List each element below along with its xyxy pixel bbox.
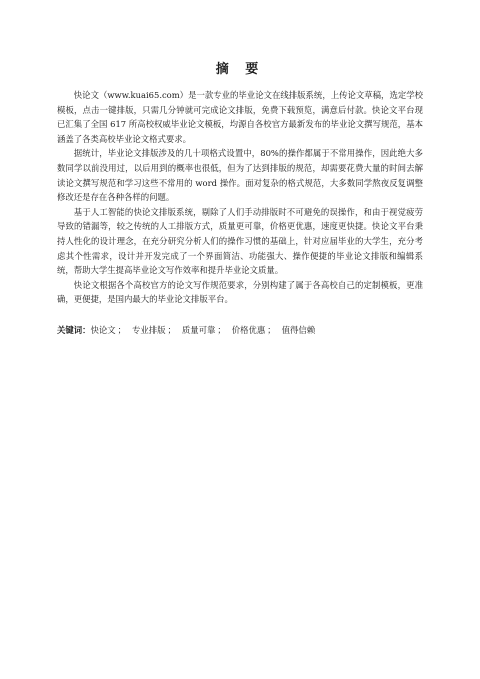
- keyword: 价格优惠: [231, 324, 266, 335]
- abstract-paragraph-1: 快论文（www.kuai65.com）是一款专业的毕业论文在线排版系统，上传论文草稿，选定学校模板，点击一键排版，只需几分钟就可完成论文排版，免费下载预览，满意后付款。快论文平台现已汇集了全国 617 所高校权威毕业论文模板，均源自各校官方最新发布的毕业论文撰写规范，基本涵盖了各类高校毕业论文格式要求。: [57, 90, 423, 144]
- abstract-paragraph-2: 据统计，毕业论文排版涉及的几十项格式设置中，80%的操作都属于不常用操作，因此绝大多数同学以前没用过，以后用到的概率也很低，但为了达到排版的规范，却需要花费大量的时间去解读论文撰写规范和学习这些不常用的 word 操作。面对复杂的格式规范，大多数同学熬夜反复调整修改还是存在各种各样的问题。: [57, 148, 423, 203]
- keywords-line: [57, 323, 423, 337]
- keyword: 值得信赖: [281, 324, 316, 335]
- keyword: 专业排版: [132, 324, 166, 335]
- keyword-separator: ；: [117, 324, 126, 335]
- keyword: 质量可靠: [181, 324, 216, 335]
- keyword-separator: ；: [217, 324, 226, 335]
- abstract-paragraph-4: 快论文根据各个高校官方的论文写作规范要求，分别构建了属于各高校自己的定制模板，更准确，更便捷，是国内最大的毕业论文排版平台。: [57, 279, 423, 305]
- abstract-title: 摘 要: [215, 62, 265, 77]
- keyword-separator: ；: [267, 324, 276, 335]
- keyword: 快论文: [90, 324, 116, 335]
- keywords-label: 关键词：: [57, 324, 91, 335]
- keyword-separator: ；: [167, 324, 176, 335]
- abstract-paragraph-3: 基于人工智能的快论文排版系统，剔除了人们手动排版时不可避免的误操作，和由于视觉疲劳导致的错漏等，较之传统的人工排版方式，质量更可靠，价格更优惠，速度更快捷。快论文平台秉持人性化的设计理念，在充分研究分析人们的操作习惯的基础上，针对应届毕业的大学生，充分考虑其个性需求，设计并开发完成了一个界面简洁、功能强大、操作便捷的毕业论文排版和编辑系统，帮助大学生提高毕业论文写作效率和提升毕业论文质量。: [57, 206, 423, 276]
- document-page: [57, 62, 423, 337]
